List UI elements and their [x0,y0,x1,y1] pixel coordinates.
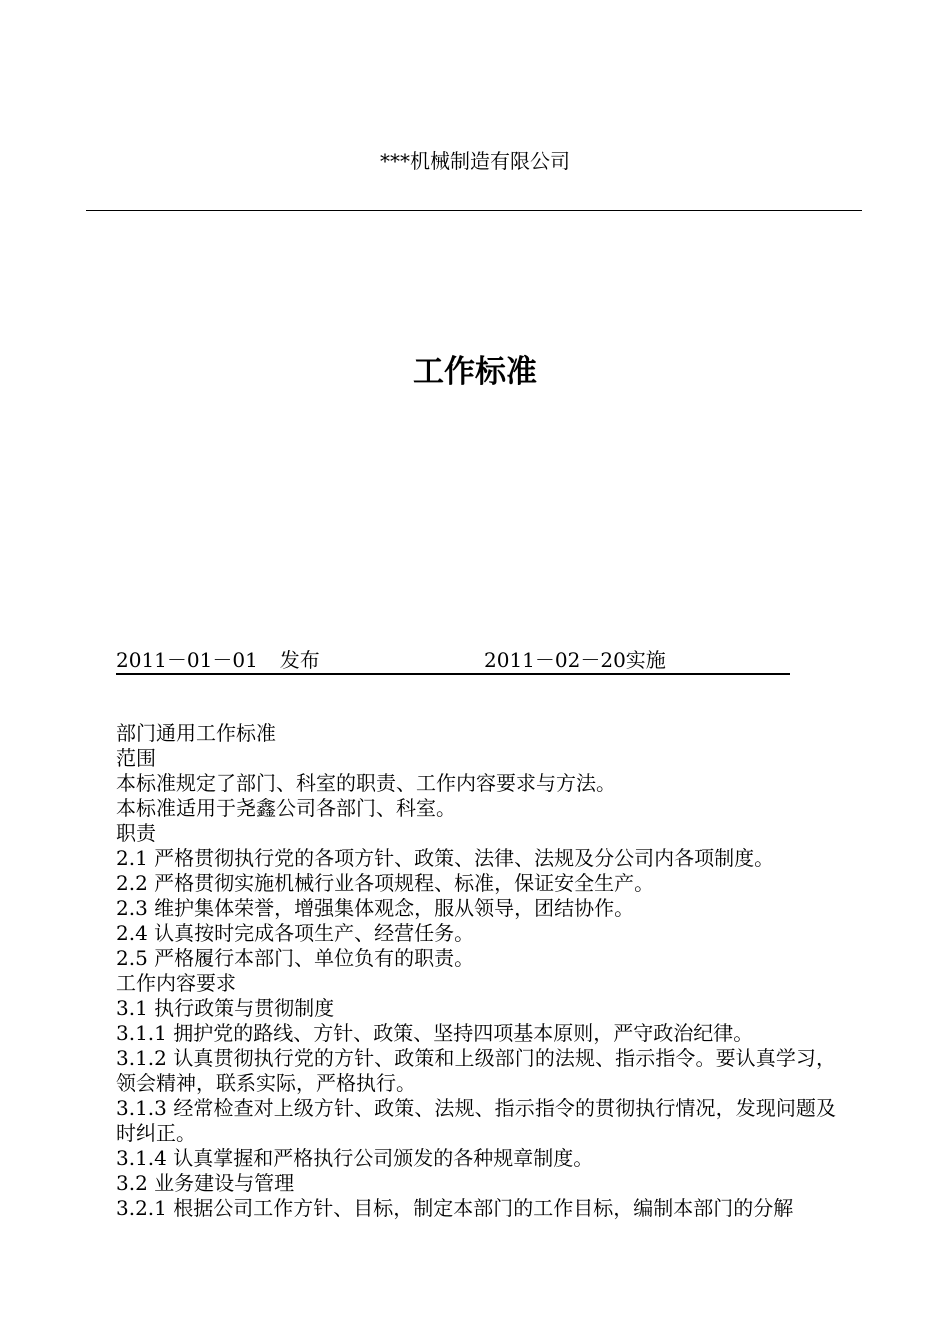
implement-info [484,647,666,673]
section-heading: 3.1 执行政策与贯彻制度 [116,996,335,1020]
date-line [116,647,790,675]
document-body [116,721,836,1221]
company-name: ***机械制造有限公司 [380,149,570,173]
paragraph: 2.3 维护集体荣誉，增强集体观念，服从领导，团结协作。 [116,896,635,920]
paragraph: 本标准适用于尧鑫公司各部门、科室。 [116,796,456,820]
paragraph: 2.4 认真按时完成各项生产、经营任务。 [116,921,475,945]
paragraph: 2.5 严格履行本部门、单位负有的职责。 [116,946,475,970]
section-heading: 范围 [116,746,156,770]
publish-date: 2011－01－01 [116,648,258,672]
paragraph: 3.1.3 经常检查对上级方针、政策、法规、指示指令的贯彻执行情况，发现问题及时纠正。 [116,1096,836,1145]
paragraph: 2.1 严格贯彻执行党的各项方针、政策、法律、法规及分公司内各项制度。 [116,846,775,870]
publish-info [116,647,320,673]
section-heading: 3.2 业务建设与管理 [116,1171,295,1195]
paragraph: 3.2.1 根据公司工作方针、目标，制定本部门的工作目标，编制本部门的分解 [116,1196,794,1220]
implement-date: 2011－02－20 [484,648,626,672]
paragraph: 本标准规定了部门、科室的职责、工作内容要求与方法。 [116,771,616,795]
publish-label: 发布 [279,648,320,672]
paragraph: 2.2 严格贯彻实施机械行业各项规程、标准，保证安全生产。 [116,871,655,895]
section-heading: 职责 [116,821,156,845]
paragraph: 3.1.2 认真贯彻执行党的方针、政策和上级部门的法规、指示指令。要认真学习，领会精神，联系实际，严格执行。 [116,1046,836,1095]
header-divider [86,210,862,211]
section-heading: 部门通用工作标准 [116,721,276,745]
implement-label: 实施 [625,648,666,672]
paragraph: 3.1.1 拥护党的路线、方针、政策、坚持四项基本原则，严守政治纪律。 [116,1021,754,1045]
paragraph: 3.1.4 认真掌握和严格执行公司颁发的各种规章制度。 [116,1146,594,1170]
document-title: 工作标准 [413,354,537,390]
section-heading: 工作内容要求 [116,971,236,995]
